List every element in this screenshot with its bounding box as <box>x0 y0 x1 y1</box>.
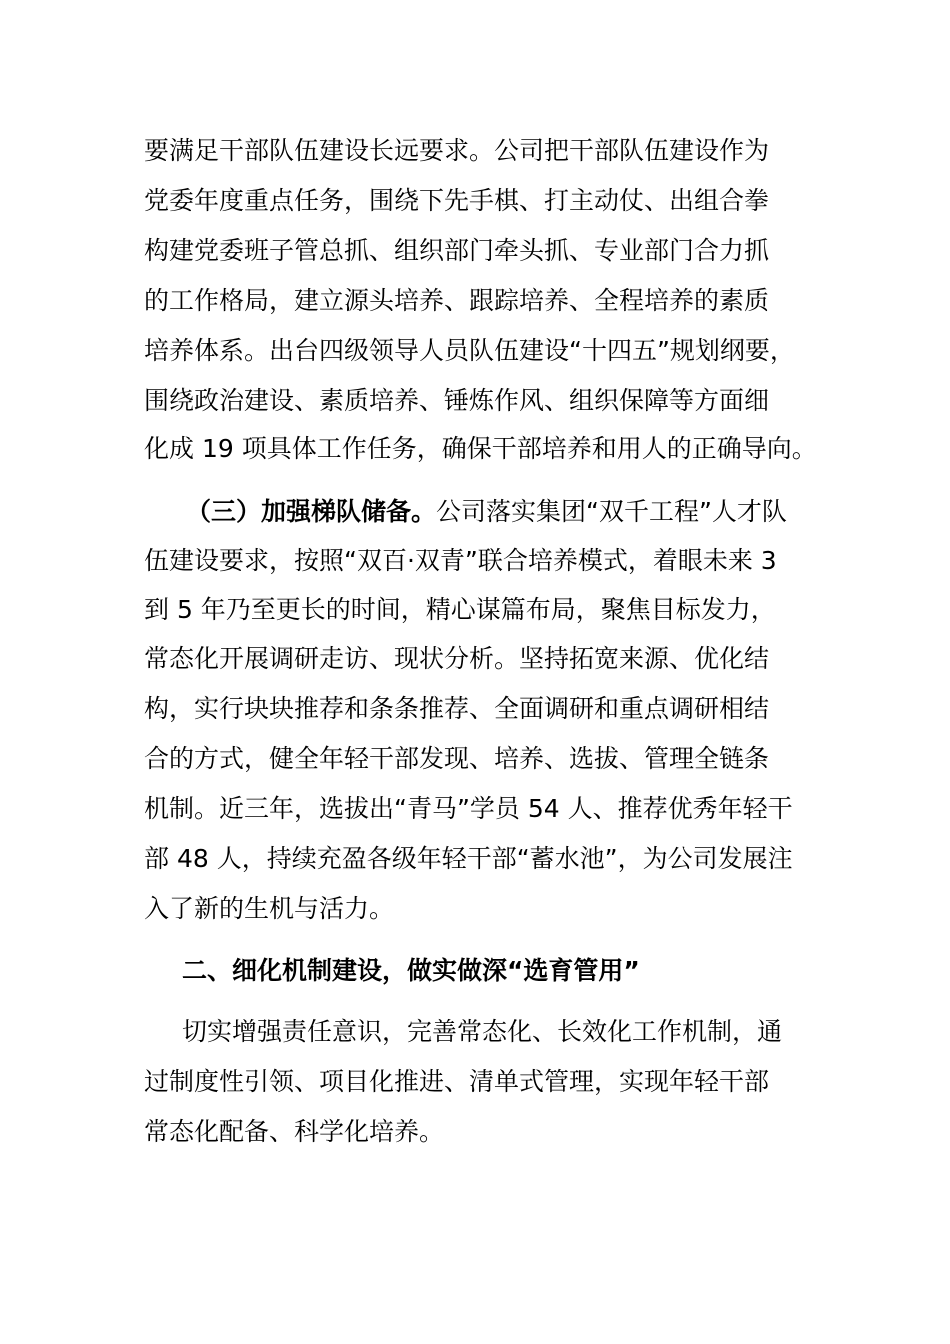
paragraph-3-line-2: 过制度性引领、项目化推进、清单式管理，实现年轻干部 <box>144 1067 770 1096</box>
paragraph-1-line-2: 党委年度重点任务，围绕下先手棋、打主动仗、出组合拳 <box>144 186 770 215</box>
section-heading: 二、细化机制建设，做实做深“选育管用” <box>182 956 640 985</box>
paragraph-2-line-8: 部 48 人，持续充盈各级年轻干部“蓄水池”，为公司发展注 <box>144 844 793 873</box>
paragraph-2-heading: （三）加强梯队储备。 <box>186 497 437 526</box>
paragraph-1-line-7: 化成 19 项具体工作任务，确保干部培养和用人的正确导向。 <box>144 434 817 463</box>
paragraph-2-line-1 <box>186 492 787 532</box>
paragraph-2-line-3: 到 5 年乃至更长的时间，精心谋篇布局，聚焦目标发力， <box>144 595 776 624</box>
paragraph-3-line-3: 常态化配备、科学化培养。 <box>144 1117 445 1146</box>
paragraph-1-line-4: 的工作格局，建立源头培养、跟踪培养、全程培养的素质 <box>144 286 770 315</box>
paragraph-1-line-5: 培养体系。出台四级领导人员队伍建设“十四五”规划纲要， <box>144 336 795 365</box>
paragraph-3-line-1: 切实增强责任意识，完善常态化、长效化工作机制，通 <box>182 1017 783 1046</box>
paragraph-2-line-4: 常态化开展调研走访、现状分析。坚持拓宽来源、优化结 <box>144 644 770 673</box>
paragraph-2-line-1-text: 公司落实集团“双千工程”人才队 <box>436 497 787 526</box>
paragraph-1-line-3: 构建党委班子管总抓、组织部门牵头抓、专业部门合力抓 <box>144 236 770 265</box>
paragraph-2-line-5: 构，实行块块推荐和条条推荐、全面调研和重点调研相结 <box>144 694 770 723</box>
paragraph-2-line-7: 机制。近三年，选拔出“青马”学员 54 人、推荐优秀年轻干 <box>144 794 793 823</box>
paragraph-1-line-6: 围绕政治建设、素质培养、锤炼作风、组织保障等方面细 <box>144 386 770 415</box>
paragraph-2-line-9: 入了新的生机与活力。 <box>144 894 395 923</box>
paragraph-2-line-2: 伍建设要求，按照“双百·双青”联合培养模式，着眼未来 3 <box>144 546 777 575</box>
paragraph-2-line-6: 合的方式，健全年轻干部发现、培养、选拔、管理全链条 <box>144 744 770 773</box>
paragraph-1-line-1: 要满足干部队伍建设长远要求。公司把干部队伍建设作为 <box>144 136 770 165</box>
